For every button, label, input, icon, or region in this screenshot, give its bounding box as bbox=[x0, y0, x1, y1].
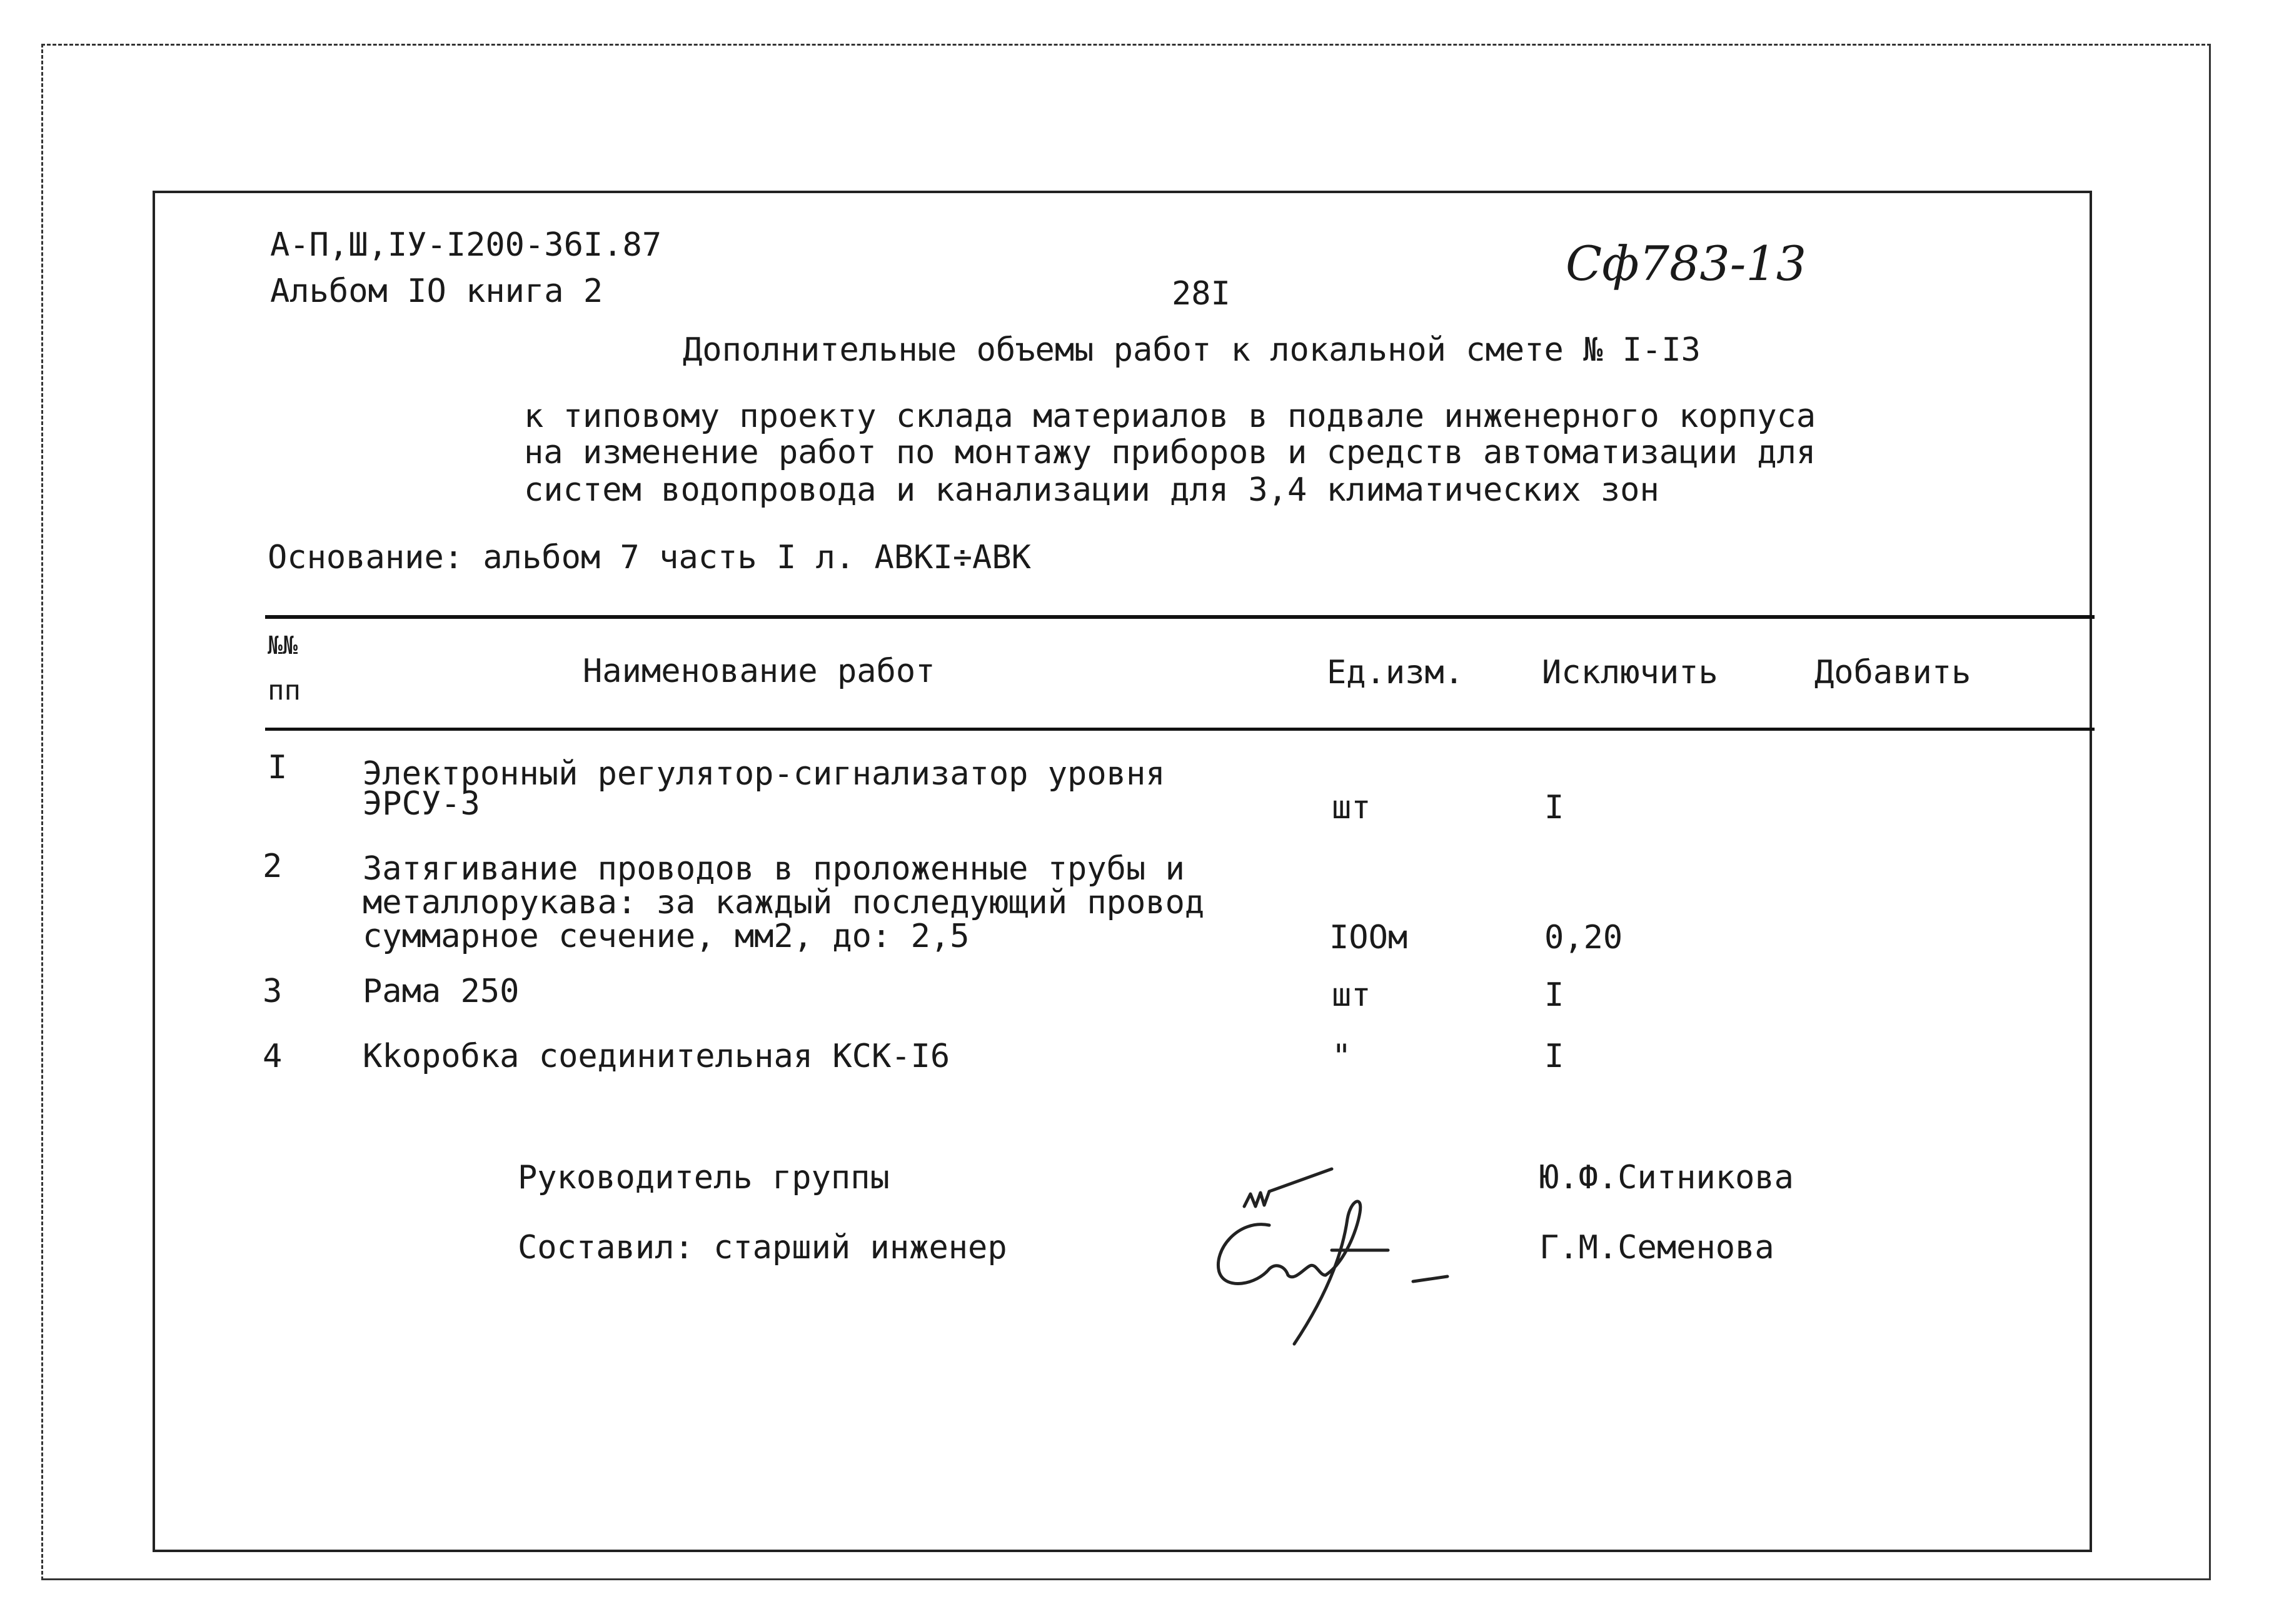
table-row-1-name-line-2: ЭРСУ-3 bbox=[363, 785, 480, 823]
sheet-code-handwritten: Сф783-13 bbox=[1566, 236, 1807, 291]
table-row-3-exclude: I bbox=[1544, 976, 1564, 1014]
table-row-3-name-line-1: Рама 250 bbox=[363, 973, 520, 1010]
document-title: Дополнительные объемы работ к локальной смете № I-I3 bbox=[683, 331, 1701, 369]
table-row-1-exclude: I bbox=[1544, 789, 1564, 826]
table-row-2-num: 2 bbox=[263, 848, 283, 885]
page-number: 28I bbox=[1172, 275, 1230, 313]
table-top-rule bbox=[265, 615, 2095, 619]
table-row-2-unit: IOOм bbox=[1329, 919, 1408, 956]
table-row-3-unit: шт bbox=[1332, 976, 1371, 1014]
table-row-4-name-line-1: Кkоробка соединительная КСК-I6 bbox=[363, 1038, 950, 1075]
col-exclude-header: Исключить bbox=[1542, 654, 1718, 691]
signature-role-1: Руководитель группы bbox=[518, 1159, 890, 1196]
signature-name-1: Ю.Ф.Ситникова bbox=[1539, 1159, 1794, 1196]
col-unit-header: Ед.изм. bbox=[1327, 654, 1464, 691]
subtitle-line-1: к типовому проекту склада материалов в подвале инженерного корпуса bbox=[524, 398, 1816, 435]
col-name-header: Наименование работ bbox=[583, 653, 935, 690]
table-header-rule bbox=[265, 728, 2095, 731]
subtitle-line-3: систем водопровода и канализации для 3,4 климатических зон bbox=[524, 471, 1659, 509]
col-num-header-1: №№ bbox=[268, 631, 298, 660]
table-row-2-exclude: 0,20 bbox=[1544, 919, 1623, 956]
table-row-4-num: 4 bbox=[263, 1038, 283, 1075]
table-row-2-name-line-1: Затягивание проводов в проложенные трубы и bbox=[363, 850, 1185, 888]
basis-line: Основание: альбом 7 часть I л. АВКI÷АВК bbox=[268, 539, 1031, 576]
signature-role-2: Составил: старший инженер bbox=[518, 1229, 1007, 1266]
table-row-4-exclude: I bbox=[1544, 1038, 1564, 1075]
handwritten-signature bbox=[1200, 1156, 1488, 1356]
project-code: А-П,Ш,IУ-I200-36I.87 bbox=[270, 226, 662, 264]
col-add-header: Добавить bbox=[1814, 654, 1971, 691]
table-row-2-name-line-3: суммарное сечение, мм2, до: 2,5 bbox=[363, 918, 970, 955]
table-row-1-name-line-1: Электронный регулятор-сигнализатор уровня bbox=[363, 755, 1165, 793]
signature-name-2: Г.М.Семенова bbox=[1539, 1229, 1774, 1266]
table-row-1-num: I bbox=[268, 749, 288, 786]
col-num-header-2: пп bbox=[268, 674, 301, 706]
table-row-3-num: 3 bbox=[263, 973, 283, 1010]
table-row-4-unit: " bbox=[1332, 1038, 1352, 1075]
album-label: Альбом IO книга 2 bbox=[270, 273, 603, 310]
table-row-1-unit: шт bbox=[1332, 789, 1371, 826]
subtitle-line-2: на изменение работ по монтажу приборов и средств автоматизации для bbox=[524, 434, 1816, 471]
table-row-2-name-line-2: металлорукава: за каждый последующий провод bbox=[363, 884, 1205, 921]
